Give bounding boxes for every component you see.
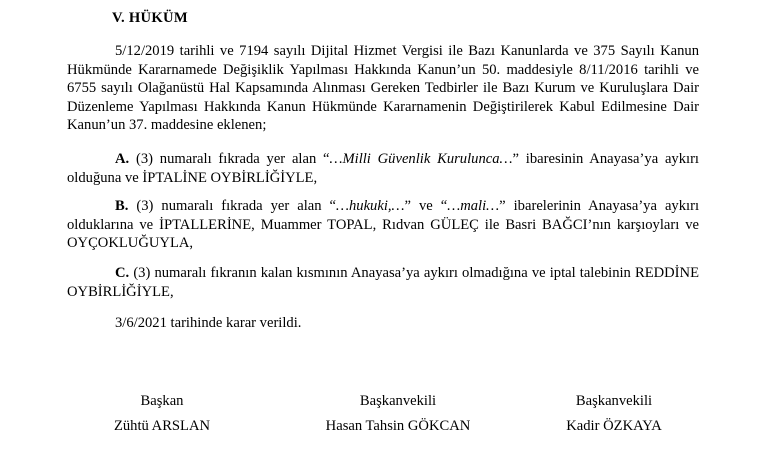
decision-date: 3/6/2021 tarihinde karar verildi.	[115, 315, 302, 331]
section-heading: V. HÜKÜM	[112, 10, 188, 26]
signature-title: Başkanvekili	[359, 393, 437, 409]
item-a-text-before: (3) numaralı fıkrada yer alan “	[129, 151, 330, 167]
item-a-paragraph	[67, 150, 699, 187]
signature-block-vice-president-1	[288, 392, 508, 436]
signature-block-vice-president-2	[504, 392, 724, 436]
item-b-text-mid: ” ve “	[404, 198, 448, 214]
item-b-letter: B.	[115, 198, 129, 214]
item-a-text-after: ” ibaresinin Anayasa’ya aykırı olduğuna ve İPTALİNE OYBİRLİĞİYLE,	[67, 151, 699, 186]
item-b-quote-1: …hukuki,…	[336, 198, 405, 214]
signature-name: Hasan Tahsin GÖKCAN	[325, 418, 471, 434]
signature-block-president	[52, 392, 272, 436]
item-c-letter: C.	[115, 265, 130, 281]
item-b-text-before: (3) numaralı fıkrada yer alan “	[128, 198, 336, 214]
signature-title: Başkan	[140, 393, 184, 409]
intro-paragraph: 5/12/2019 tarihli ve 7194 sayılı Dijital Hizmet Vergisi ile Bazı Kanunlarda ve 375 Sayılı Kanun Hükmünde Kararnamede Değişiklik Yapılması Hakkında Kanun’un 50. maddesiyle 8/11/2016 tarihli ve 6755 sayılı Olağanüstü Hal Kapsamında Alınması Gereken Tedbirler ile Bazı Kurum ve Kuruluşlara Dair Düzenleme Yapılması Hakkında Kanun Hükmünde Kararnamenin Değiştirilerek Kabul Edilmesine Dair Kanun’un 37. maddesine eklenen;	[67, 43, 699, 133]
item-c-text: (3) numaralı fıkranın kalan kısmının Anayasa’ya aykırı olmadığına ve iptal talebinin REDDİNE OYBİRLİĞİYLE,	[67, 265, 699, 300]
item-b-quote-2: …mali…	[447, 198, 500, 214]
item-a-letter: A.	[115, 151, 130, 167]
item-c-paragraph	[67, 264, 699, 301]
signature-title: Başkanvekili	[575, 393, 653, 409]
item-b-paragraph	[67, 197, 699, 253]
item-a-quote: …Milli Güvenlik Kurulunca…	[329, 151, 513, 167]
signature-name: Kadir ÖZKAYA	[566, 418, 662, 434]
signature-name: Zühtü ARSLAN	[113, 418, 211, 434]
item-b-text-after: ” ibarelerinin Anayasa’ya aykırı olduklarına ve İPTALLERİNE, Muammer TOPAL, Rıdvan GÜLEÇ ile Basri BAĞCI’nın karşıoyları ve OYÇOKLUĞUYLA,	[67, 198, 699, 251]
